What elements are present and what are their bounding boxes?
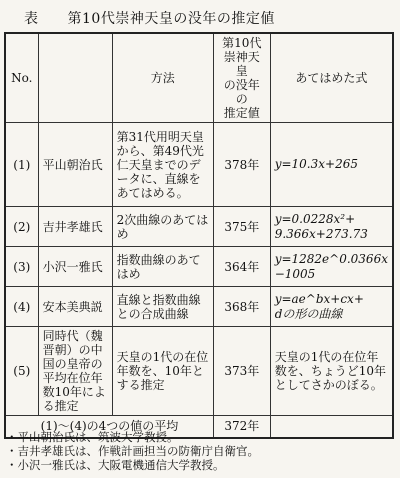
average-empty-cell — [270, 416, 393, 438]
row-method: 指数曲線のあてはめ — [112, 247, 213, 287]
row-name: 同時代（魏晋朝）の中国の皇帝の平均在位年数10年による推定 — [38, 327, 112, 416]
footnote: ・小沢一雅氏は、大阪電機通信大学教授。 — [6, 458, 225, 472]
row-name: 小沢一雅氏 — [38, 247, 112, 287]
row-value: 373年 — [213, 327, 270, 416]
footnote: ・吉井孝雄氏は、作戦計画担当の防衛庁自衛官。 — [6, 444, 259, 458]
row-equation: y=10.3x+265 — [270, 123, 393, 207]
row-method: 直線と指数曲線との合成曲線 — [112, 287, 213, 327]
header-method: 方法 — [112, 33, 213, 123]
average-label: (1)〜(4)の4つの値の平均 — [5, 416, 213, 438]
row-value: 368年 — [213, 287, 270, 327]
table-row — [5, 327, 393, 416]
row-no: (1) — [5, 123, 38, 207]
header-equation: あてはめた式 — [270, 33, 393, 123]
header-name — [38, 33, 112, 123]
row-name: 吉井孝雄氏 — [38, 207, 112, 247]
row-method: 2次曲線のあてはめ — [112, 207, 213, 247]
row-name: 平山朝治氏 — [38, 123, 112, 207]
table-title: 表 第10代崇神天皇の没年の推定値 — [24, 11, 275, 27]
row-no: (4) — [5, 287, 38, 327]
row-method: 第31代用明天皇から、第49代光仁天皇までのデータに、直線をあてはめる。 — [112, 123, 213, 207]
row-equation: 天皇の1代の在位年数を、ちょうど10年としてさかのぼる。 — [270, 327, 393, 416]
estimate-table — [4, 32, 394, 439]
average-value: 372年 — [213, 416, 270, 438]
row-value: 375年 — [213, 207, 270, 247]
row-no: (5) — [5, 327, 38, 416]
header-row — [5, 33, 393, 123]
row-value: 364年 — [213, 247, 270, 287]
row-equation: y=ae^bx+cx+ dの形の曲線 — [270, 287, 393, 327]
table-row — [5, 207, 393, 247]
row-name: 安本美典説 — [38, 287, 112, 327]
row-equation: y=0.0228x²+ 9.366x+273.73 — [270, 207, 393, 247]
table-row — [5, 287, 393, 327]
row-value: 378年 — [213, 123, 270, 207]
header-value: 第10代 崇神天皇 の没年の 推定値 — [213, 33, 270, 123]
footnotes — [6, 430, 259, 472]
table-row — [5, 123, 393, 207]
table-row — [5, 247, 393, 287]
row-no: (2) — [5, 207, 38, 247]
footnote: ・平山朝治氏は、筑波大学教授。 — [6, 430, 179, 444]
row-equation: y=1282e^0.0366x −1005 — [270, 247, 393, 287]
row-method: 天皇の1代の在位年数を、10年とする推定 — [112, 327, 213, 416]
row-no: (3) — [5, 247, 38, 287]
header-no: No. — [5, 33, 38, 123]
